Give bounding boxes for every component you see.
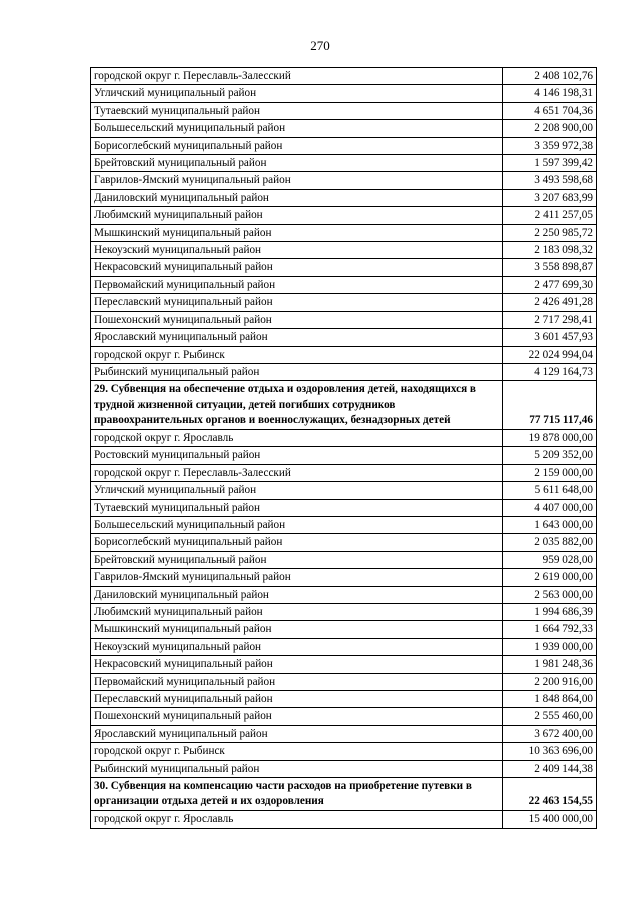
table-row xyxy=(91,207,597,224)
amount-value: 2 717 298,41 xyxy=(503,311,597,328)
section-header-row xyxy=(91,381,597,430)
district-name: городской округ г. Ярославль xyxy=(91,429,503,446)
amount-value: 4 407 000,00 xyxy=(503,499,597,516)
district-name: Мышкинский муниципальный район xyxy=(91,224,503,241)
amount-value: 3 359 972,38 xyxy=(503,137,597,154)
district-name: Большесельский муниципальный район xyxy=(91,516,503,533)
table-row xyxy=(91,569,597,586)
table-row xyxy=(91,242,597,259)
subvention-table-body xyxy=(91,68,597,829)
section-title: 30. Субвенция на компенсацию части расходов на приобретение путевки в организации отдыха детей и их оздоровления xyxy=(91,778,503,811)
amount-value: 2 250 985,72 xyxy=(503,224,597,241)
amount-value: 2 183 098,32 xyxy=(503,242,597,259)
table-row xyxy=(91,68,597,85)
table-row xyxy=(91,621,597,638)
district-name: Даниловский муниципальный район xyxy=(91,586,503,603)
page-number: 270 xyxy=(310,38,330,53)
table-row xyxy=(91,120,597,137)
table-row xyxy=(91,429,597,446)
amount-value: 2 563 000,00 xyxy=(503,586,597,603)
table-row xyxy=(91,102,597,119)
amount-value: 4 129 164,73 xyxy=(503,363,597,380)
amount-value: 10 363 696,00 xyxy=(503,743,597,760)
amount-value: 2 555 460,00 xyxy=(503,708,597,725)
amount-value: 1 664 792,33 xyxy=(503,621,597,638)
section-total: 77 715 117,46 xyxy=(503,381,597,430)
table-row xyxy=(91,499,597,516)
district-name: Большесельский муниципальный район xyxy=(91,120,503,137)
table-row xyxy=(91,743,597,760)
table-row xyxy=(91,603,597,620)
table-row xyxy=(91,172,597,189)
table-row xyxy=(91,329,597,346)
amount-value: 1 643 000,00 xyxy=(503,516,597,533)
district-name: Пошехонский муниципальный район xyxy=(91,311,503,328)
amount-value: 4 146 198,31 xyxy=(503,85,597,102)
table-row xyxy=(91,482,597,499)
amount-value: 1 994 686,39 xyxy=(503,603,597,620)
district-name: городской округ г. Рыбинск xyxy=(91,743,503,760)
amount-value: 2 619 000,00 xyxy=(503,569,597,586)
district-name: Первомайский муниципальный район xyxy=(91,673,503,690)
amount-value: 1 939 000,00 xyxy=(503,638,597,655)
district-name: городской округ г. Переславль-Залесский xyxy=(91,464,503,481)
amount-value: 3 601 457,93 xyxy=(503,329,597,346)
district-name: городской округ г. Рыбинск xyxy=(91,346,503,363)
district-name: Некоузский муниципальный район xyxy=(91,638,503,655)
amount-value: 5 209 352,00 xyxy=(503,447,597,464)
district-name: городской округ г. Переславль-Залесский xyxy=(91,68,503,85)
table-row xyxy=(91,725,597,742)
district-name: Некрасовский муниципальный район xyxy=(91,259,503,276)
table-row xyxy=(91,363,597,380)
section-total: 22 463 154,55 xyxy=(503,778,597,811)
amount-value: 5 611 648,00 xyxy=(503,482,597,499)
table-row xyxy=(91,551,597,568)
table-row xyxy=(91,811,597,828)
amount-value: 19 878 000,00 xyxy=(503,429,597,446)
district-name: Мышкинский муниципальный район xyxy=(91,621,503,638)
amount-value: 1 848 864,00 xyxy=(503,691,597,708)
amount-value: 22 024 994,04 xyxy=(503,346,597,363)
table-row xyxy=(91,259,597,276)
amount-value: 2 411 257,05 xyxy=(503,207,597,224)
district-name: Ярославский муниципальный район xyxy=(91,725,503,742)
district-name: Борисоглебский муниципальный район xyxy=(91,137,503,154)
district-name: Борисоглебский муниципальный район xyxy=(91,534,503,551)
amount-value: 2 035 882,00 xyxy=(503,534,597,551)
district-name: Угличский муниципальный район xyxy=(91,85,503,102)
table-row xyxy=(91,586,597,603)
amount-value: 2 426 491,28 xyxy=(503,294,597,311)
district-name: Рыбинский муниципальный район xyxy=(91,760,503,777)
table-row xyxy=(91,447,597,464)
table-row xyxy=(91,137,597,154)
district-name: Пошехонский муниципальный район xyxy=(91,708,503,725)
district-name: Ростовский муниципальный район xyxy=(91,447,503,464)
table-row xyxy=(91,224,597,241)
subvention-table xyxy=(90,67,597,829)
amount-value: 2 159 000,00 xyxy=(503,464,597,481)
amount-value: 3 672 400,00 xyxy=(503,725,597,742)
district-name: Ярославский муниципальный район xyxy=(91,329,503,346)
amount-value: 15 400 000,00 xyxy=(503,811,597,828)
table-row xyxy=(91,708,597,725)
district-name: Брейтовский муниципальный район xyxy=(91,155,503,172)
table-row xyxy=(91,534,597,551)
table-row xyxy=(91,85,597,102)
amount-value: 3 493 598,68 xyxy=(503,172,597,189)
amount-value: 2 208 900,00 xyxy=(503,120,597,137)
amount-value: 1 981 248,36 xyxy=(503,656,597,673)
district-name: Угличский муниципальный район xyxy=(91,482,503,499)
table-row xyxy=(91,516,597,533)
district-name: Переславский муниципальный район xyxy=(91,691,503,708)
table-row xyxy=(91,311,597,328)
amount-value: 2 409 144,38 xyxy=(503,760,597,777)
amount-value: 2 477 699,30 xyxy=(503,276,597,293)
section-header-row xyxy=(91,778,597,811)
district-name: Переславский муниципальный район xyxy=(91,294,503,311)
table-row xyxy=(91,673,597,690)
table-row xyxy=(91,294,597,311)
amount-value: 3 558 898,87 xyxy=(503,259,597,276)
amount-value: 959 028,00 xyxy=(503,551,597,568)
district-name: Брейтовский муниципальный район xyxy=(91,551,503,568)
table-row xyxy=(91,464,597,481)
table-row xyxy=(91,346,597,363)
district-name: Рыбинский муниципальный район xyxy=(91,363,503,380)
district-name: городской округ г. Ярославль xyxy=(91,811,503,828)
amount-value: 2 408 102,76 xyxy=(503,68,597,85)
district-name: Даниловский муниципальный район xyxy=(91,189,503,206)
district-name: Некоузский муниципальный район xyxy=(91,242,503,259)
table-row xyxy=(91,691,597,708)
amount-value: 1 597 399,42 xyxy=(503,155,597,172)
district-name: Некрасовский муниципальный район xyxy=(91,656,503,673)
district-name: Гаврилов-Ямский муниципальный район xyxy=(91,172,503,189)
district-name: Любимский муниципальный район xyxy=(91,207,503,224)
district-name: Гаврилов-Ямский муниципальный район xyxy=(91,569,503,586)
district-name: Любимский муниципальный район xyxy=(91,603,503,620)
amount-value: 4 651 704,36 xyxy=(503,102,597,119)
district-name: Тутаевский муниципальный район xyxy=(91,102,503,119)
table-row xyxy=(91,638,597,655)
table-row xyxy=(91,656,597,673)
amount-value: 2 200 916,00 xyxy=(503,673,597,690)
section-title: 29. Субвенция на обеспечение отдыха и оздоровления детей, находящихся в трудной жизненной ситуации, детей погибших сотрудников правоохранительных органов и военнослужащих, безнадзорных детей xyxy=(91,381,503,430)
table-row xyxy=(91,155,597,172)
table-row xyxy=(91,276,597,293)
district-name: Первомайский муниципальный район xyxy=(91,276,503,293)
district-name: Тутаевский муниципальный район xyxy=(91,499,503,516)
amount-value: 3 207 683,99 xyxy=(503,189,597,206)
table-row xyxy=(91,760,597,777)
table-row xyxy=(91,189,597,206)
